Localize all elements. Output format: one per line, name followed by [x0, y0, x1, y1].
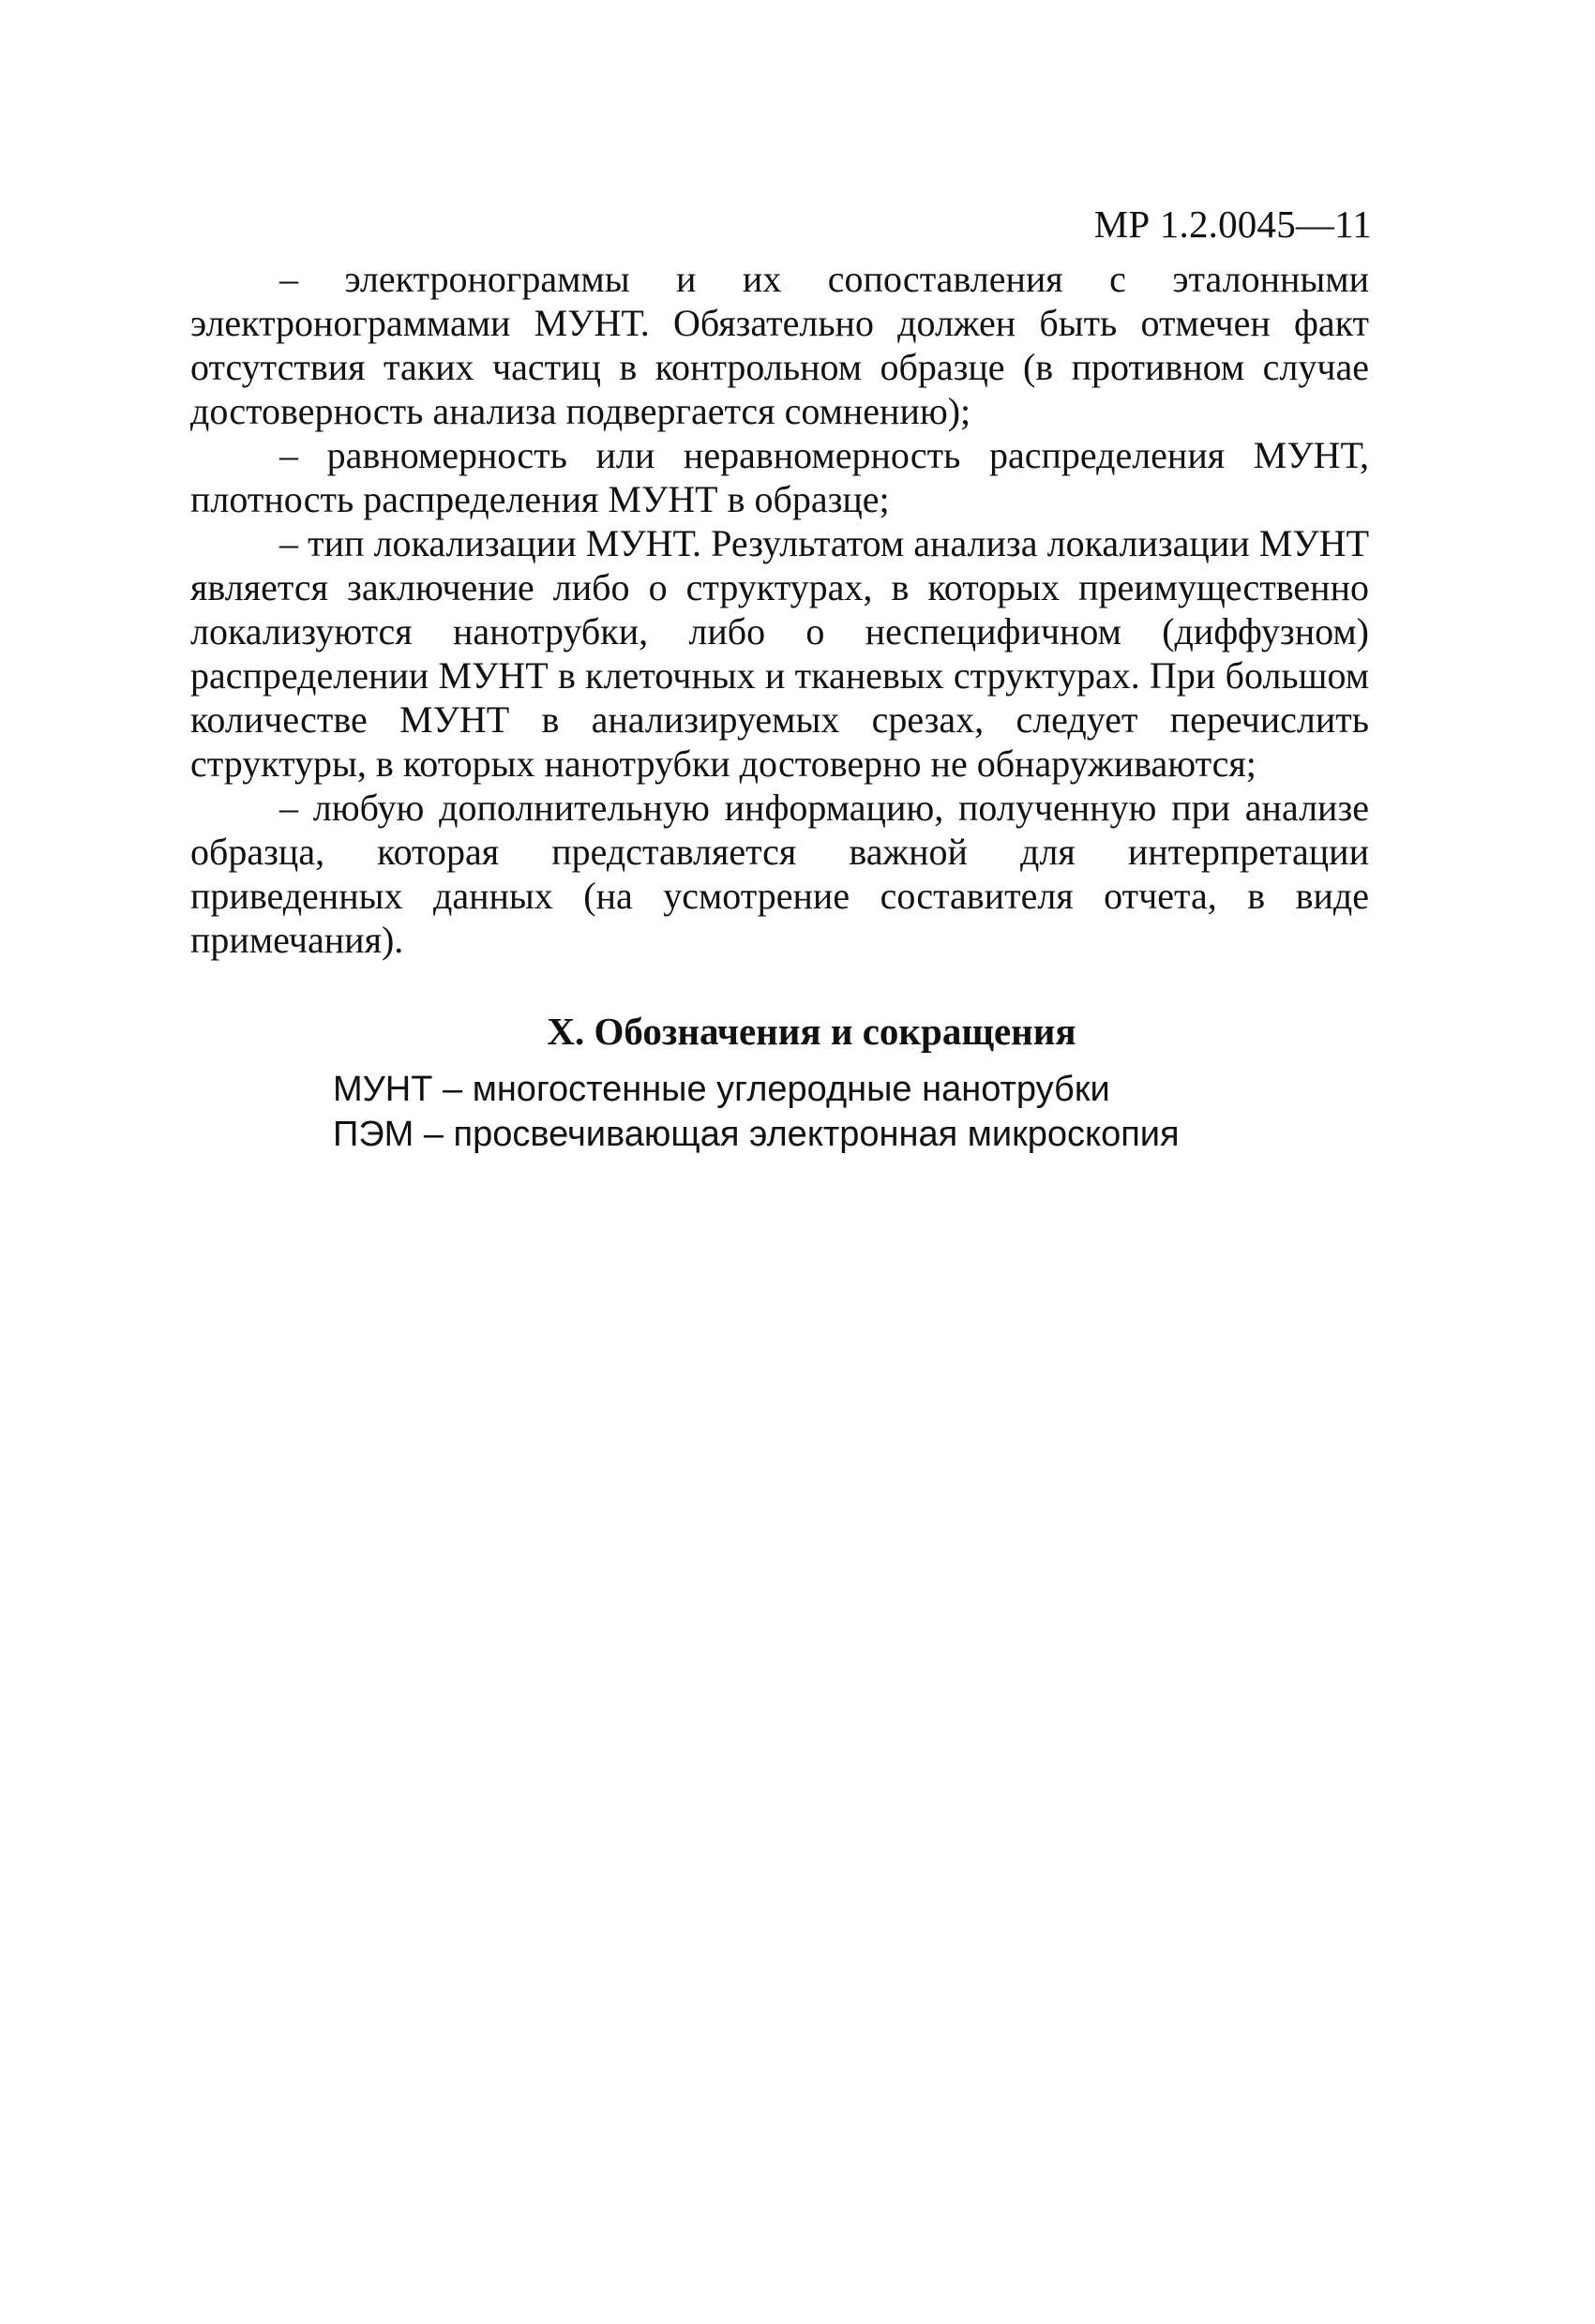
section-title: X. Обозначения и сокращения — [547, 1010, 1076, 1053]
paragraph-electronograms: – электронограммы и их сопоставления с эталонными электронограммами МУНТ. Обязательно должен быть отмечен факт отсутствия таких частиц в контрольном образце (в противном случае достоверность анализа подвергается сомнению); — [190, 258, 1369, 432]
abbreviations-list — [333, 1067, 1180, 1157]
paragraph-additional-info: – любую дополнительную информацию, полученную при анализе образца, которая представляется важной для интерпретации приведенных данных (на усмотрение составителя отчета, в виде примечания). — [190, 787, 1369, 961]
paragraph-distribution: – равномерность или неравномерность распределения МУНТ, плотность распределения МУНТ в образце; — [190, 434, 1369, 520]
abbreviation-munt: МУНТ – многостенные углеродные нанотрубки — [333, 1070, 1110, 1109]
document-code: МР 1.2.0045—11 — [1093, 202, 1372, 246]
body-text — [190, 257, 1369, 962]
abbreviation-pem: ПЭМ – просвечивающая электронная микроскопия — [333, 1115, 1180, 1154]
paragraph-localization: – тип локализации МУНТ. Результатом анализа локализации МУНТ является заключение либо о структурах, в которых преимущественно локализуются нанотрубки, либо о неспецифичном (диффузном) распределении МУНТ в клеточных и тканевых структурах. При большом количестве МУНТ в анализируемых срезах, следует перечислить структуры, в которых нанотрубки достоверно не обнаруживаются; — [190, 522, 1369, 785]
